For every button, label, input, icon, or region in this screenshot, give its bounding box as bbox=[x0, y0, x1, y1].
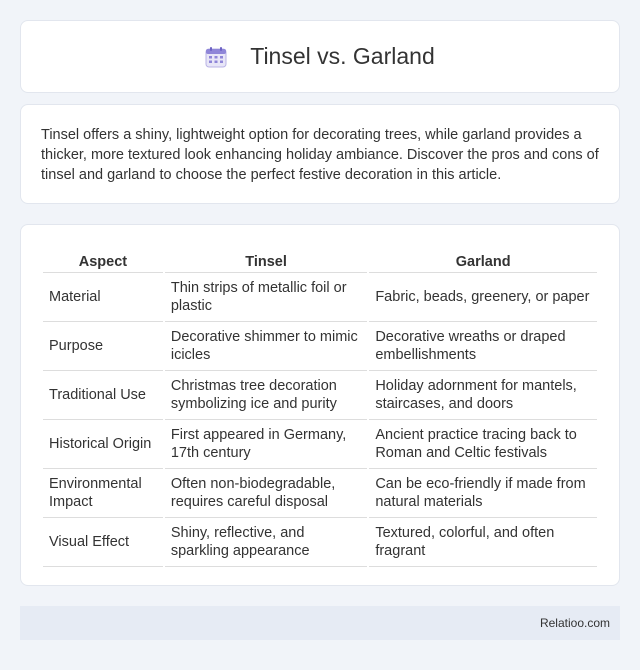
tinsel-cell: First appeared in Germany, 17th century bbox=[165, 420, 367, 469]
tinsel-cell: Often non-biodegradable, requires careful disposal bbox=[165, 469, 367, 518]
aspect-cell: Visual Effect bbox=[43, 518, 163, 567]
tinsel-cell: Decorative shimmer to mimic icicles bbox=[165, 322, 367, 371]
intro-card bbox=[20, 104, 620, 204]
garland-cell: Can be eco-friendly if made from natural materials bbox=[369, 469, 597, 518]
column-header-garland: Garland bbox=[369, 245, 597, 273]
tinsel-cell: Thin strips of metallic foil or plastic bbox=[165, 273, 367, 322]
table-row bbox=[43, 322, 597, 371]
column-header-tinsel: Tinsel bbox=[165, 245, 367, 273]
footer bbox=[20, 606, 620, 640]
aspect-cell: Traditional Use bbox=[43, 371, 163, 420]
comparison-table bbox=[41, 245, 599, 567]
table-row bbox=[43, 420, 597, 469]
tinsel-cell: Shiny, reflective, and sparkling appearance bbox=[165, 518, 367, 567]
table-row bbox=[43, 371, 597, 420]
page-title: Tinsel vs. Garland bbox=[250, 43, 435, 69]
table-row bbox=[43, 518, 597, 567]
garland-cell: Fabric, beads, greenery, or paper bbox=[369, 273, 597, 322]
table-row bbox=[43, 469, 597, 518]
intro-text: Tinsel offers a shiny, lightweight option for decorating trees, while garland provides a thicker, more textured look enhancing holiday ambiance. Discover the pros and cons of tinsel and garland to choose the perfect festive decoration in this article. bbox=[41, 127, 599, 183]
aspect-cell: Purpose bbox=[43, 322, 163, 371]
tinsel-cell: Christmas tree decoration symbolizing ice and purity bbox=[165, 371, 367, 420]
table-row bbox=[43, 273, 597, 322]
aspect-cell: Material bbox=[43, 273, 163, 322]
garland-cell: Textured, colorful, and often fragrant bbox=[369, 518, 597, 567]
aspect-cell: Environmental Impact bbox=[43, 469, 163, 518]
comparison-card bbox=[20, 224, 620, 586]
garland-cell: Decorative wreaths or draped embellishments bbox=[369, 322, 597, 371]
garland-cell: Holiday adornment for mantels, staircases, and doors bbox=[369, 371, 597, 420]
calendar-icon bbox=[205, 46, 227, 68]
table-header-row bbox=[43, 245, 597, 273]
footer-brand: Relatioo.com bbox=[539, 616, 610, 630]
column-header-aspect: Aspect bbox=[43, 245, 163, 273]
aspect-cell: Historical Origin bbox=[43, 420, 163, 469]
title-card bbox=[20, 20, 620, 93]
garland-cell: Ancient practice tracing back to Roman and Celtic festivals bbox=[369, 420, 597, 469]
